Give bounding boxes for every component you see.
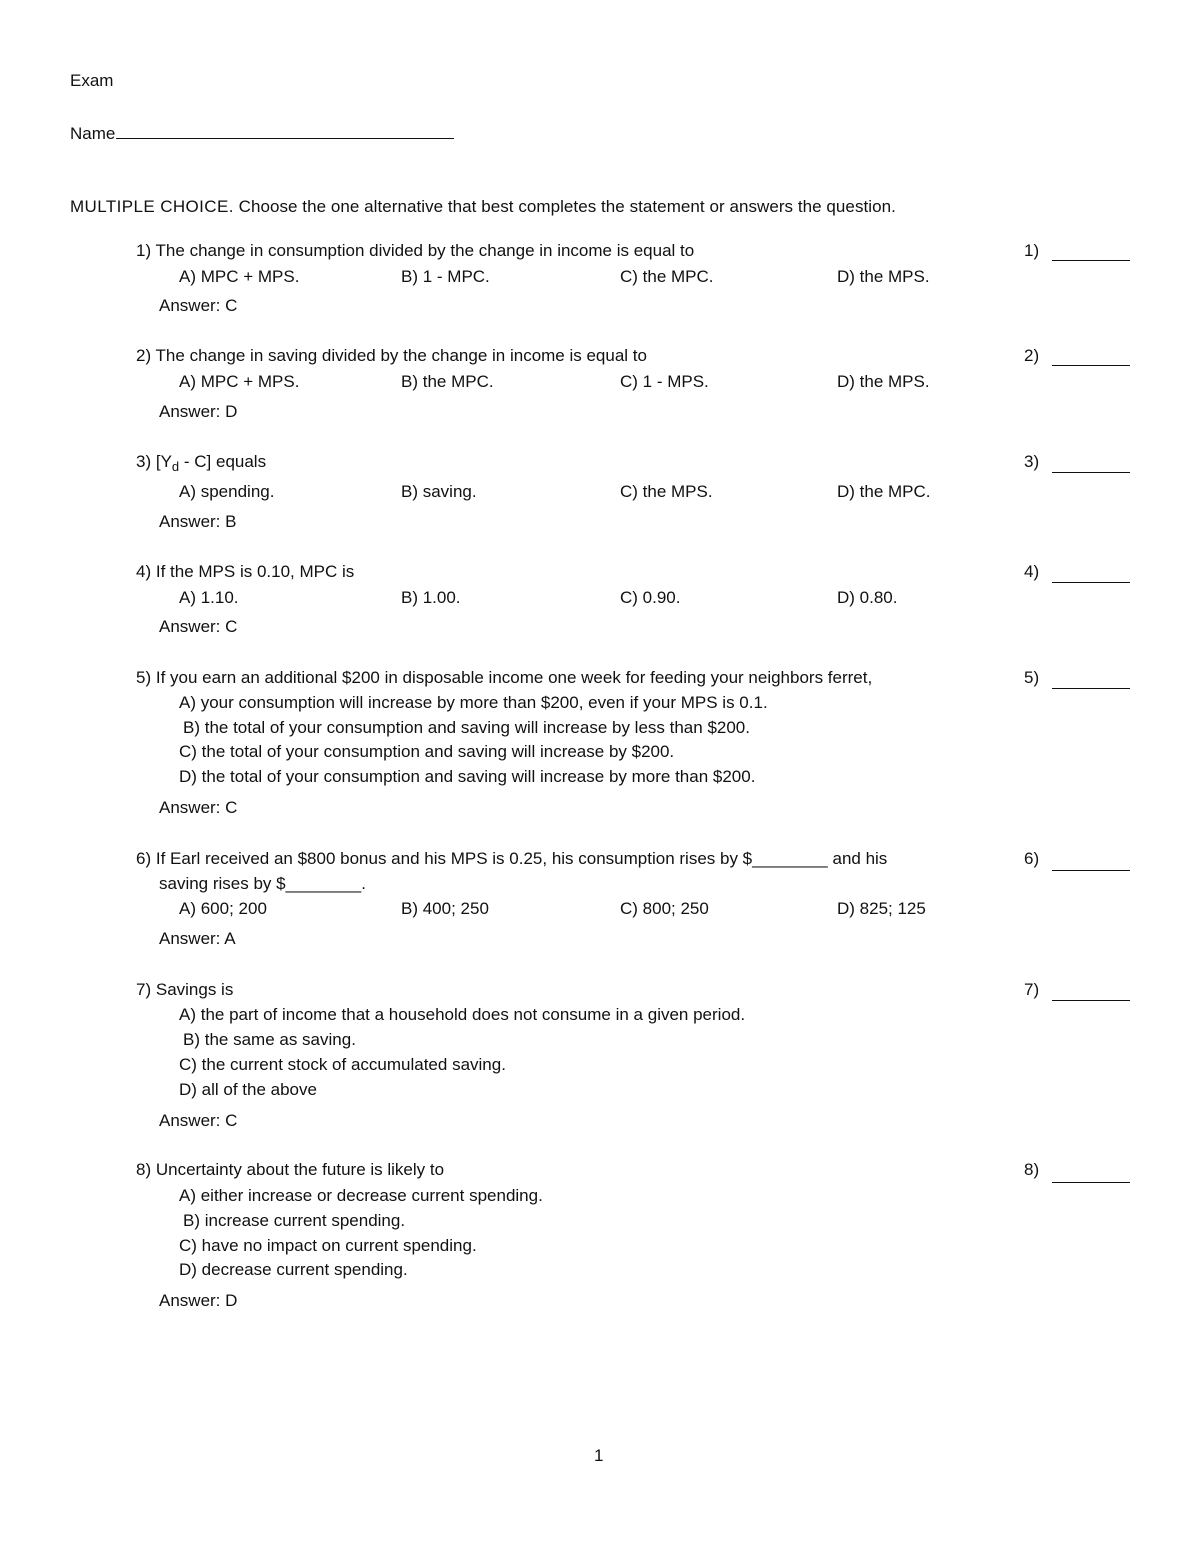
option-b: B) the same as saving. (183, 1030, 356, 1049)
question-stem (136, 669, 872, 686)
answer-key: Answer: D (159, 402, 238, 421)
answer-key: Answer: C (159, 296, 238, 315)
name-label: Name (70, 124, 116, 143)
answer-slot-number: 8) (1024, 1160, 1040, 1179)
option-d: D) the MPS. (837, 372, 930, 391)
answer-slot-number: 6) (1024, 849, 1040, 868)
option-d: D) decrease current spending. (179, 1260, 408, 1279)
option-b: B) saving. (401, 482, 477, 501)
answer-slot-number: 5) (1024, 668, 1040, 687)
answer-slot-number: 3) (1024, 452, 1040, 471)
question-number: 8) (136, 1160, 152, 1179)
question-number: 7) (136, 980, 152, 999)
answer-key: Answer: C (159, 798, 238, 817)
option-a: A) MPC + MPS. (179, 267, 300, 286)
option-b: B) 1 - MPC. (401, 267, 490, 286)
section-instructions (70, 198, 896, 215)
option-c: C) the total of your consumption and saving will increase by $200. (179, 742, 675, 761)
answer-key: Answer: A (159, 929, 236, 948)
name-field-label (70, 123, 454, 142)
answer-slot-number: 1) (1024, 241, 1040, 260)
question-number: 6) (136, 849, 152, 868)
question-stem (136, 347, 647, 364)
option-c: C) the MPS. (620, 482, 713, 501)
question-stem (136, 981, 233, 998)
question-stem (136, 850, 887, 867)
option-a: A) MPC + MPS. (179, 372, 300, 391)
option-c: C) the MPC. (620, 267, 714, 286)
option-d: D) the total of your consumption and saving will increase by more than $200. (179, 767, 756, 786)
question-number: 4) (136, 562, 152, 581)
question-text: $[Y_d - C]$ equals (155, 452, 267, 474)
option-a: A) either increase or decrease current spending. (179, 1186, 543, 1205)
answer-blank (1052, 1000, 1130, 1001)
option-c: C) 0.90. (620, 588, 681, 607)
option-b: B) the MPC. (401, 372, 494, 391)
option-d: D) 825; 125 (837, 899, 926, 918)
option-b: B) 400; 250 (401, 899, 489, 918)
answer-slot-number: 2) (1024, 346, 1040, 365)
section-label: MULTIPLE CHOICE. (70, 197, 234, 216)
page-number: 1 (594, 1446, 604, 1465)
question-text: If Earl received an $800 bonus and his MPS is 0.25, his consumption rises by $________ and his (155, 849, 888, 868)
answer-blank (1052, 582, 1130, 583)
option-d: D) 0.80. (837, 588, 898, 607)
option-d: D) the MPC. (837, 482, 931, 501)
name-blank-line (116, 123, 454, 139)
answer-blank (1052, 870, 1130, 871)
option-c: C) the current stock of accumulated saving. (179, 1055, 506, 1074)
answer-blank (1052, 365, 1130, 366)
question-stem (136, 563, 354, 580)
answer-blank (1052, 1182, 1130, 1183)
question-stem (136, 242, 694, 259)
answer-key: Answer: C (159, 1111, 238, 1130)
question-number: 1) (136, 241, 152, 260)
option-a: A) your consumption will increase by more than $200, even if your MPS is 0.1. (179, 693, 768, 712)
option-a: A) 1.10. (179, 588, 239, 607)
question-stem (136, 452, 267, 474)
question-stem (136, 1161, 444, 1178)
option-b: B) increase current spending. (183, 1211, 406, 1230)
option-c: C) 1 - MPS. (620, 372, 709, 391)
option-b: B) 1.00. (401, 588, 461, 607)
option-a: A) 600; 200 (179, 899, 267, 918)
section-instructions-text: Choose the one alternative that best completes the statement or answers the question. (238, 197, 896, 216)
option-c: C) 800; 250 (620, 899, 709, 918)
question-text-line-2: saving rises by $________. (159, 874, 366, 893)
answer-key: Answer: B (159, 512, 237, 531)
exam-title: Exam (70, 71, 114, 90)
answer-slot-number: 7) (1024, 980, 1040, 999)
question-text: The change in consumption divided by the change in income is equal to (155, 241, 695, 260)
option-b: B) the total of your consumption and saving will increase by less than $200. (183, 718, 750, 737)
question-number: 2) (136, 346, 152, 365)
answer-blank (1052, 260, 1130, 261)
answer-blank (1052, 472, 1130, 473)
answer-slot-number: 4) (1024, 562, 1040, 581)
question-text: The change in saving divided by the change in income is equal to (155, 346, 647, 365)
answer-key: Answer: D (159, 1291, 238, 1310)
option-a: A) the part of income that a household does not consume in a given period. (179, 1005, 746, 1024)
answer-blank (1052, 688, 1130, 689)
question-text: If you earn an additional $200 in disposable income one week for feeding your neighbors ferret, (155, 668, 873, 687)
option-d: D) all of the above (179, 1080, 317, 1099)
option-a: A) spending. (179, 482, 275, 501)
answer-key: Answer: C (159, 617, 238, 636)
option-d: D) the MPS. (837, 267, 930, 286)
question-number: 3) (136, 452, 152, 471)
option-c: C) have no impact on current spending. (179, 1236, 477, 1255)
question-text: If the MPS is 0.10, MPC is (155, 562, 355, 581)
question-number: 5) (136, 668, 152, 687)
question-text: Uncertainty about the future is likely to (155, 1160, 445, 1179)
question-text: Savings is (155, 980, 234, 999)
